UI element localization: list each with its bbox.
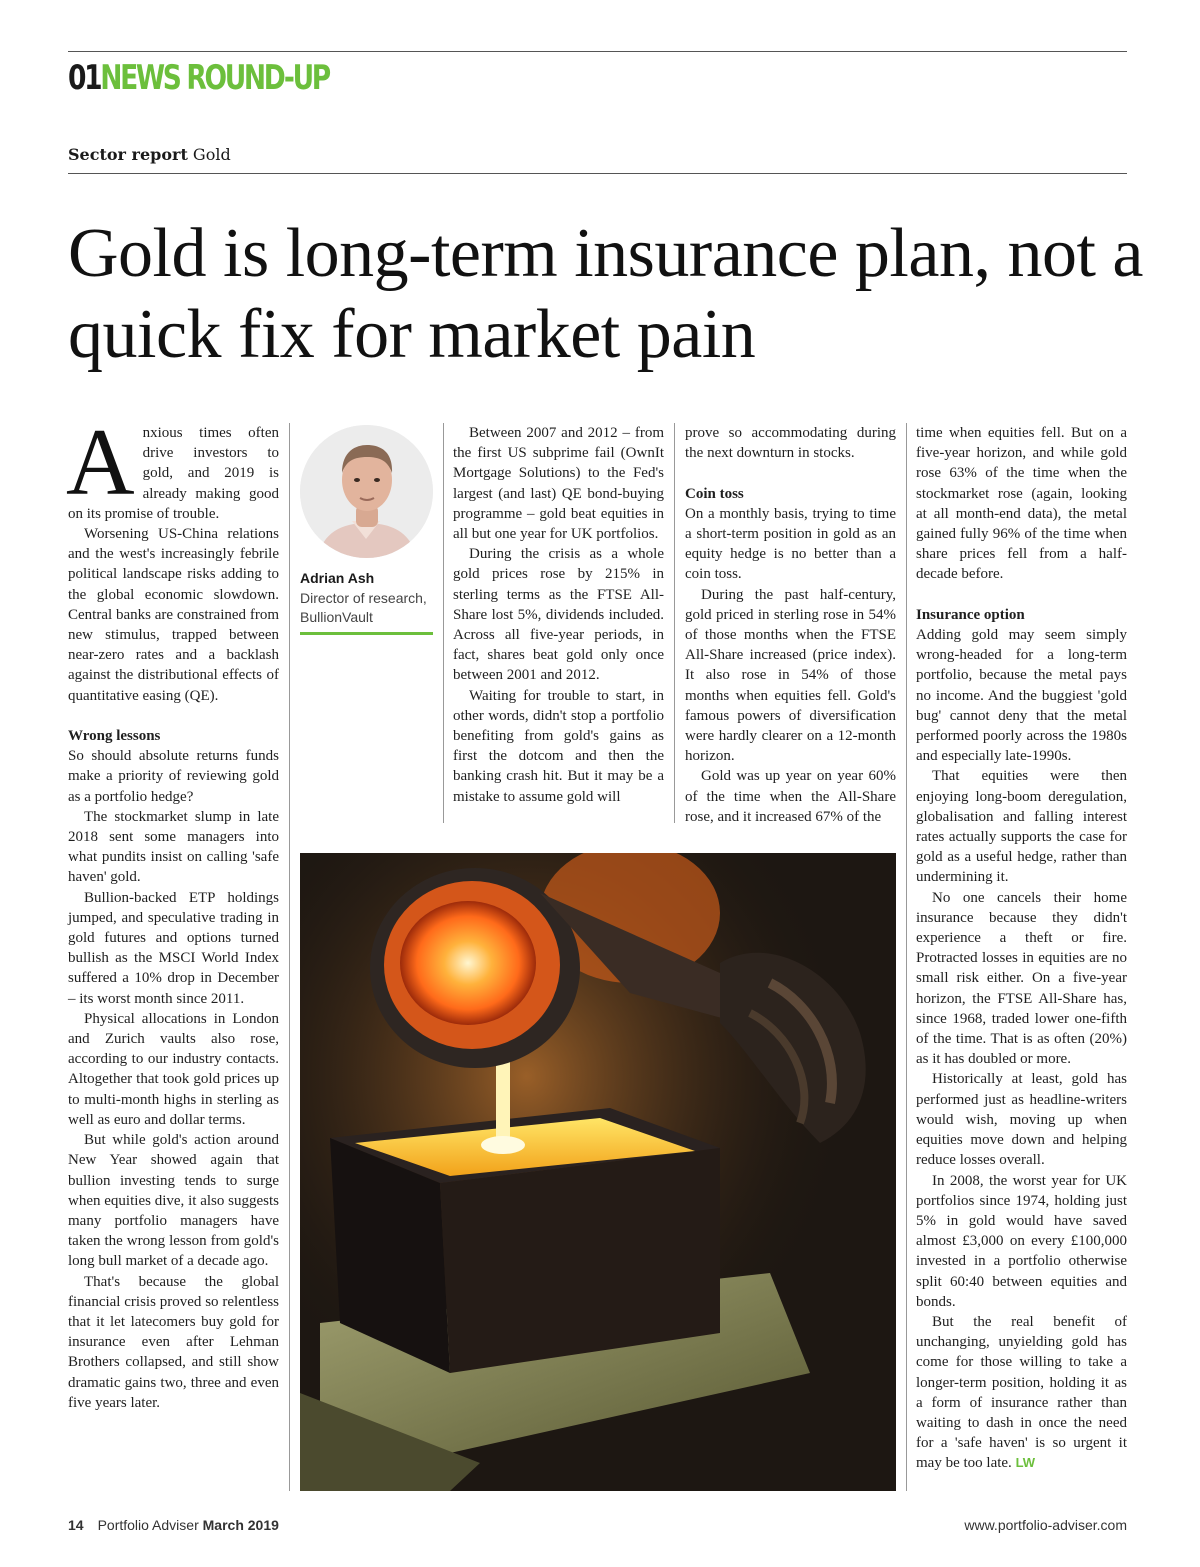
paragraph: Between 2007 and 2012 – from the first US subprime fail (OwnIt Mortgage Solutions) to the Fed's largest (and last) QE bond-buying programme – gold beat equities in all but one year for UK portfolios. xyxy=(453,425,664,543)
dropcap: A xyxy=(66,409,135,515)
paragraph: But while gold's action around New Year showed again that bullion investing tends to surge when equities dive, it also suggests many portfolio managers have taken the wrong lesson from gold's long bull market of a decade ago. xyxy=(68,1132,279,1270)
paragraph: time when equities fell. But on a five-year horizon, and while gold rose 63% of the time when the stockmarket rose (again, looking at all month-end data), the metal gained fully 96% of the time when share prices fell from a half-decade before. xyxy=(916,425,1127,583)
paragraph: Bullion-backed ETP holdings jumped, and speculative trading in gold futures and options turned bullish as the MSCI World Index suffered a 10% drop in December – its worst month since 2011. xyxy=(68,889,279,1007)
column-divider xyxy=(443,423,444,823)
signoff: LW xyxy=(1015,1455,1036,1471)
paragraph: Waiting for trouble to start, in other words, didn't stop a portfolio benefiting from gold's gains as first the dotcom and then the banking crash hit. But it may be a mistake to assume gold will xyxy=(453,687,664,805)
author-portrait xyxy=(300,425,433,558)
publication-name: Portfolio Adviser xyxy=(97,1517,199,1533)
paragraph: Worsening US-China relations and the west's increasingly febrile political landscape risks adding to the global economic slowdown. Central banks are constrained from new stimulus, trapped between near-zero rates and a backlash against the distributional effects of quantitative easing (QE). xyxy=(68,526,279,704)
section-name: NEWS ROUND-UP xyxy=(100,58,329,98)
page-number: 14 xyxy=(68,1517,84,1533)
sector-topic: Gold xyxy=(192,145,231,164)
headline: Gold is long-term insurance plan, not a quick fix for market pain xyxy=(68,215,1143,373)
footer-website[interactable]: www.portfolio-adviser.com xyxy=(964,1517,1127,1533)
subheading-insurance-option: Insurance option xyxy=(916,606,1025,623)
author-role: Director of research, BullionVault xyxy=(300,590,427,625)
paragraph: In 2008, the worst year for UK portfolios since 1974, holding just 5% in gold would have saved almost £3,000 on every £100,000 invested in a portfolio otherwise split 60:40 between equities and bonds. xyxy=(916,1172,1127,1310)
paragraph: Physical allocations in London and Zurich vaults also rose, according to our industry contacts. Altogether that took gold prices up to multi-month highs in sterling as well as euro and dollar terms. xyxy=(68,1010,279,1128)
gold-pouring-photo xyxy=(300,853,896,1491)
intro-paragraph xyxy=(66,409,279,524)
gold-pouring-illustration xyxy=(300,853,896,1491)
section-number: 01 xyxy=(68,58,101,98)
footer-publication xyxy=(68,1517,279,1533)
section-heading xyxy=(68,58,329,98)
article-column-2 xyxy=(453,423,664,807)
author-portrait-illustration xyxy=(300,425,433,558)
paragraph: During the crisis as a whole gold prices rose by 215% in sterling terms as the FTSE All-Share lost 5%, dividends included. Across all five-year periods, in fact, shares beat gold only once between 2001 and 2012. xyxy=(453,546,664,684)
subheading-wrong-lessons: Wrong lessons xyxy=(68,728,161,745)
header-rule xyxy=(68,173,1127,174)
paragraph: So should absolute returns funds make a priority of reviewing gold as a portfolio hedge? xyxy=(68,748,279,805)
paragraph: prove so accommodating during the next downturn in stocks. xyxy=(685,425,896,462)
issue-date: March 2019 xyxy=(202,1517,279,1533)
author-name: Adrian Ash xyxy=(300,570,375,586)
column-divider xyxy=(674,423,675,823)
article-column-1 xyxy=(66,409,279,1413)
article-column-3 xyxy=(685,423,896,827)
column-divider xyxy=(906,423,907,1491)
paragraph-text: But the real benefit of unchanging, unyielding gold has come for those willing to take a longer-term position, holding it as a form of insurance rather than waiting to dash in once the need for a 'safe haven' is so urgent it may be too late. xyxy=(916,1313,1127,1472)
sector-label xyxy=(68,145,231,164)
paragraph: Adding gold may seem simply wrong-headed for a long-term portfolio, because the metal pays no income. And the buggiest 'gold bug' cannot deny that the metal performed poorly across the 1980s and especially late-1990s. xyxy=(916,627,1127,765)
top-rule xyxy=(68,51,1127,52)
paragraph: No one cancels their home insurance because they didn't experience a theft or fire. Protracted losses in equities are no small risk either. On a five-year horizon, the FTSE All-Share has, since 1968, traded lower one-fifth of the time. That is as often (20%) as it has doubled or more. xyxy=(916,889,1127,1068)
paragraph: Gold was up year on year 60% of the time when the All-Share rose, and it increased 67% of the xyxy=(685,768,896,825)
paragraph: Historically at least, gold has performed just as headline-writers would wish, moving up when equities move down and helping reduce losses overall. xyxy=(916,1071,1127,1169)
author-rule xyxy=(300,632,433,635)
paragraph: That equities were then enjoying long-boom deregulation, globalisation and falling interest rates actually supports the case for gold as a useful hedge, rather than undermining it. xyxy=(916,768,1127,886)
paragraph: nxious times often drive investors to gold, and 2019 is already making good on its promise of trouble. xyxy=(68,425,279,522)
paragraph: That's because the global financial crisis proved so relentless that it let latecomers buy gold for insurance even after Lehman Brothers collapsed, and still show dramatic gains two, three and even five years later. xyxy=(68,1273,279,1411)
sector-label-bold: Sector report xyxy=(68,145,188,164)
column-divider xyxy=(289,423,290,1491)
paragraph: The stockmarket slump in late 2018 sent some managers into what pundits insist on calling 'safe haven' gold. xyxy=(68,808,279,886)
paragraph xyxy=(916,1312,1127,1474)
subheading-coin-toss: Coin toss xyxy=(685,485,744,502)
paragraph: During the past half-century, gold priced in sterling rose in 54% of those months when the FTSE All-Share increased (price index). It also rose in 54% of those months when equities fell. Gold's famous powers of diversification were hardly clearer on a 12-month horizon. xyxy=(685,586,896,765)
paragraph: On a monthly basis, trying to time a short-term position in gold as an equity hedge is no better than a coin toss. xyxy=(685,505,896,583)
article-column-4 xyxy=(916,423,1127,1474)
